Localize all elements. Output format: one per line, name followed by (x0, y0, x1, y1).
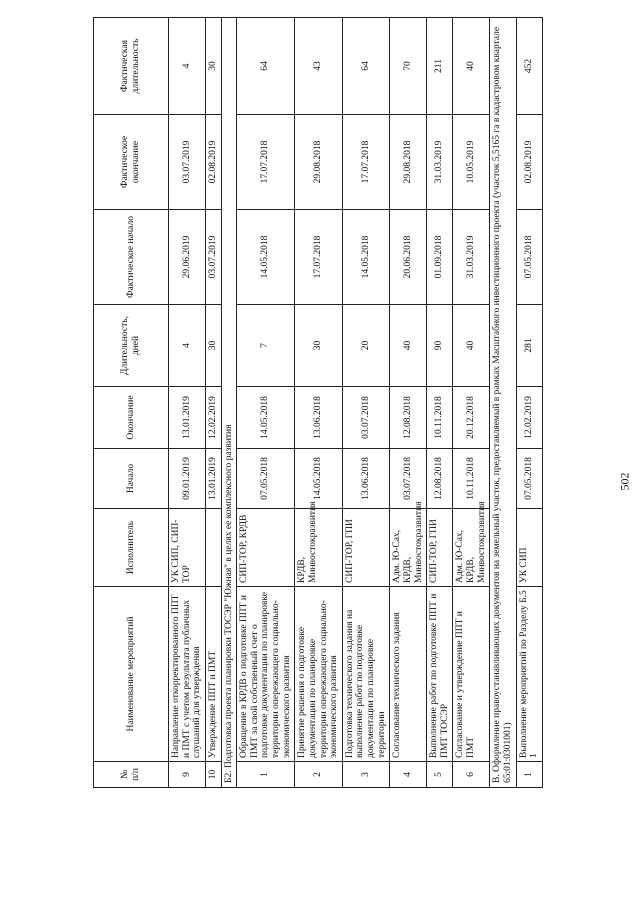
table-cell: 211 (427, 18, 453, 115)
column-header: Фактическое начало (94, 210, 169, 305)
page-number: 502 (617, 472, 632, 491)
table-cell: 1 (237, 762, 295, 788)
table-cell: 6 (453, 762, 490, 788)
table-cell: 07.05.2018 (237, 449, 295, 509)
table-cell: 70 (390, 18, 427, 115)
table-cell: 20.06.2018 (390, 210, 427, 305)
document-page (93, 18, 563, 788)
table-cell: 29.06.2019 (169, 210, 206, 305)
table-cell: 29.08.2018 (390, 115, 427, 210)
table-cell: 12.08.2018 (427, 449, 453, 509)
table-cell: 12.02.2019 (516, 387, 542, 449)
table-cell: 5 (427, 762, 453, 788)
column-header: Фактическая длительность (94, 18, 169, 115)
table-cell: 13.06.2018 (342, 449, 390, 509)
table-cell: 12.08.2018 (390, 387, 427, 449)
table-cell: Принятие решения о подготовке документации по планировке территории опережающего социально-экономического развития (295, 587, 343, 762)
table-cell: 64 (342, 18, 390, 115)
table-cell: 4 (169, 305, 206, 387)
table-cell: 07.05.2018 (516, 210, 542, 305)
table-row (390, 18, 427, 788)
table-row (237, 18, 295, 788)
table-cell: Утверждение ППТ и ПМТ (205, 587, 221, 762)
table-cell: 281 (516, 305, 542, 387)
table-cell: СИП-ТОР, ГПИ (427, 509, 453, 587)
section-title: Б2. Подготовка проекта планировки ТОСЭР "Южная" в целях ее комплексного развития (221, 18, 237, 788)
table-cell: 2 (295, 762, 343, 788)
column-header: Фактическое окончание (94, 115, 169, 210)
table-cell: 20 (342, 305, 390, 387)
table-cell: Обращение в КРДВ о подготовке ППТ и ПМТ за свой собственный счет о подготовке документации по планировке территории опережающего социально-экономического развития (237, 587, 295, 762)
table-cell: 4 (169, 18, 206, 115)
table-cell: 01.09.2018 (427, 210, 453, 305)
table-cell: 29.08.2018 (295, 115, 343, 210)
table-cell: 03.07.2018 (390, 449, 427, 509)
table-cell: 9 (169, 762, 206, 788)
table-cell: 14.05.2018 (237, 387, 295, 449)
table-cell: 13.01.2019 (169, 387, 206, 449)
table-cell: Выполнение работ по подготовке ППТ и ПМТ ТОСЭР (427, 587, 453, 762)
table-cell: 30 (205, 18, 221, 115)
table-cell: 10 (205, 762, 221, 788)
table-cell: СИП-ТОР, ГПИ (342, 509, 390, 587)
section-row (221, 18, 237, 788)
table-cell: 03.07.2019 (205, 210, 221, 305)
table-cell: Адм. Ю-Сах, КРДВ, Минвостокразвития (453, 509, 490, 587)
table-cell: 17.07.2018 (295, 210, 343, 305)
table-cell: 452 (516, 18, 542, 115)
table-cell: 31.03.2019 (427, 115, 453, 210)
table-cell: 3 (342, 762, 390, 788)
table-cell: 40 (390, 305, 427, 387)
table-cell: 1 (516, 762, 542, 788)
table-cell: 13.06.2018 (295, 387, 343, 449)
table-cell: Направление откорректированного ППТ и ПМТ с учетом результата публичных слушаний для утверждения (169, 587, 206, 762)
table-cell: 03.07.2019 (169, 115, 206, 210)
table-cell: Согласование технического задания (390, 587, 427, 762)
column-header: Начало (94, 449, 169, 509)
table-cell: 10.11.2018 (427, 387, 453, 449)
section-row (490, 18, 516, 788)
table-cell: 02.08.2019 (516, 115, 542, 210)
table-row (453, 18, 490, 788)
table-cell: 7 (237, 305, 295, 387)
column-header: Наименование мероприятий (94, 587, 169, 762)
table-cell (205, 509, 221, 587)
table-cell: КРДВ, Минвостокразвития (295, 509, 343, 587)
table-cell: 31.03.2019 (453, 210, 490, 305)
table-cell: 40 (453, 305, 490, 387)
column-header: Исполнитель (94, 509, 169, 587)
table-cell: 30 (295, 305, 343, 387)
table-cell: 14.05.2018 (295, 449, 343, 509)
table-cell: 10.11.2018 (453, 449, 490, 509)
table-cell: 02.08.2019 (205, 115, 221, 210)
table-cell: 13.01.2019 (205, 449, 221, 509)
table-body (169, 18, 543, 788)
table-row (516, 18, 542, 788)
table-cell: 4 (390, 762, 427, 788)
table-cell: 09.01.2019 (169, 449, 206, 509)
section-title: В. Оформление правоустанавливающих документов на земельный участок, предоставляемый в рамках Масштабного инвестиционного проекта (участок 5,5165 га в кадастровом квартале 65:01:0301001) (490, 18, 516, 788)
table-cell: Подготовка технического задания на выполнение работ по подготовке документации по планировке территории (342, 587, 390, 762)
column-header: Длительность, дней (94, 305, 169, 387)
column-header: № п/п (94, 762, 169, 788)
table-cell: 03.07.2018 (342, 387, 390, 449)
table-row (342, 18, 390, 788)
table-row (169, 18, 206, 788)
table-cell: Адм. Ю-Сах, КРДВ, Минвостокразвития (390, 509, 427, 587)
column-header: Окончание (94, 387, 169, 449)
schedule-table (93, 17, 543, 788)
table-cell: 14.05.2018 (342, 210, 390, 305)
table-cell: Согласование и утверждение ППТ и ПМТ (453, 587, 490, 762)
table-cell: 14.05.2018 (237, 210, 295, 305)
table-row (295, 18, 343, 788)
table-cell: 12.02.2019 (205, 387, 221, 449)
table-cell: СИП-ТОР, КРДВ (237, 509, 295, 587)
table-cell: 64 (237, 18, 295, 115)
table-row (427, 18, 453, 788)
table-cell: Выполнение мероприятий по Разделу Б.5 1 (516, 587, 542, 762)
table-cell: 90 (427, 305, 453, 387)
table-cell: УК СИП (516, 509, 542, 587)
table-cell: 20.12.2018 (453, 387, 490, 449)
table-cell: 10.05.2019 (453, 115, 490, 210)
table-header-row (94, 18, 169, 788)
table-cell: 07.05.2018 (516, 449, 542, 509)
table-cell: УК СИП, СИП-ТОР (169, 509, 206, 587)
table-cell: 43 (295, 18, 343, 115)
table-row (205, 18, 221, 788)
table-cell: 30 (205, 305, 221, 387)
table-cell: 17.07.2018 (237, 115, 295, 210)
table-cell: 17.07.2018 (342, 115, 390, 210)
table-cell: 40 (453, 18, 490, 115)
